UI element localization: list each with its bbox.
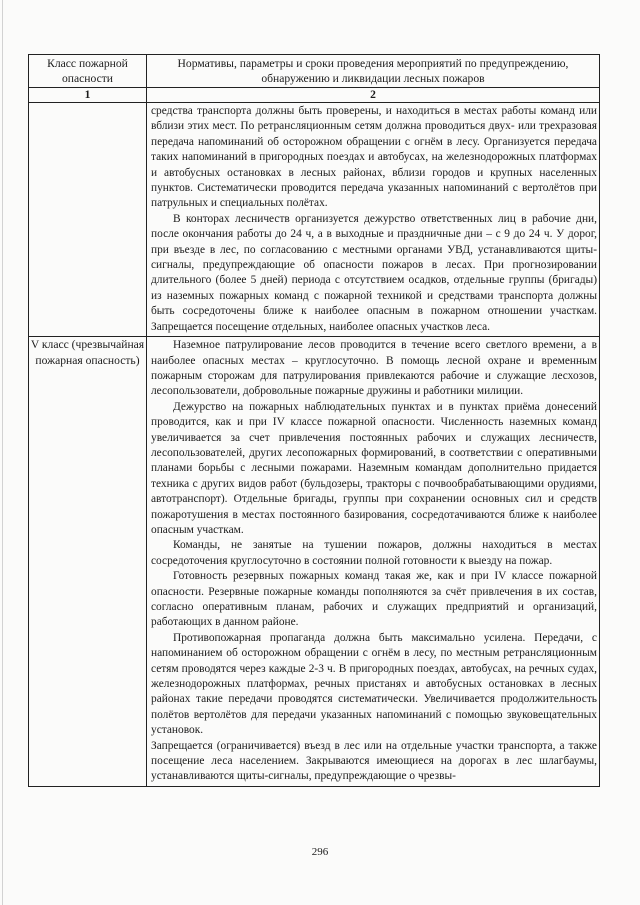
paragraph: Дежурство на пожарных наблюдательных пунктах и в пунктах приёма донесений проводится, как и при IV классе пожарной опасности. Численность наземных команд увеличивается за счет привлечения постоянных рабочих и служащих лесничеств, лесопользователей, других лесопожарных формирований, в соответствии с оперативными планами борьбы с лесными пожарами. Наземным командам дополнительно придается техника с других видов работ (бульдозеры, тракторы с почвообрабатывающими орудиями, автотранспорт). Отдельные бригады, группы при сохранении основных сил и средств пожаротушения в местах постоянного базирования, сосредотачиваются ближе к наиболее опасным участкам. (151, 400, 597, 536)
page-edge-line (2, 0, 3, 905)
column-number-2: 2 (147, 88, 600, 103)
paragraph: Противопожарная пропаганда должна быть максимально усилена. Передачи, с напоминанием об осторожном обращении с огнём в лесу, по местным ретрансляционным сетям проводятся через каждые 2-3 ч. В пригородных поездах, автобусах, на речных судах, железнодорожных платформах, речных пристанях и автобусных остановках в лесных районах такие передачи проводятся систематически. Увеличивается продолжительность полётов вертолётов для передачи указанных напоминаний с помощью звуковещательных установок. (151, 631, 597, 737)
column-number-row (29, 88, 600, 103)
header-measures: Нормативы, параметры и сроки проведения мероприятий по предупреждению, обнаружению и ликвидации лесных пожаров (147, 55, 600, 88)
page-number: 296 (311, 846, 329, 858)
header-class: Класс пожарной опасности (29, 55, 147, 88)
paragraph: Команды, не занятые на тушении пожаров, должны находиться в местах сосредоточения круглосуточно в состоянии полной готовности к выезду на пожар. (151, 539, 597, 567)
paragraph: средства транспорта должны быть проверены, и находиться в местах работы команд или вблизи этих мест. По ретрансляционным сетям должна проводиться двух- или трехразовая передача напоминаний об осторожном обращении с огнём в лесу. Организуется передача таких напоминаний в пригородных поездах и автобусах, на железнодорожных платформах и автобусных остановках в лесных районах, вблизи городов и крупных населенных пунктов. Систематически проводится передача указанных напоминаний с вертолётов при патрульных и специальных полётах. (151, 105, 597, 210)
table-row (29, 103, 600, 337)
paragraph: Готовность резервных пожарных команд такая же, как и при IV классе пожарной опасности. Резервные пожарные команды пополняются за счёт привлечения в их состав, согласно оперативным планам, рабочих и служащих предприятий и организаций, работающих в данном районе. (151, 570, 597, 629)
paragraph: Наземное патрулирование лесов проводится в течение всего светлого времени, а в наиболее опасных местах – круглосуточно. В помощь лесной охране и временным пожарным сторожам для патрулирования привлекаются рабочие и служащие лесхозов, лесопользователи, добровольные пожарные дружины и работники милиции. (151, 339, 597, 398)
measures-cell (147, 337, 600, 787)
paragraph: В конторах лесничеств организуется дежурство ответственных лиц в рабочие дни, после окончания работы до 24 ч, а в выходные и праздничные дни – с 9 до 24 ч. У дорог, при въезде в лес, по согласованию с местными органами УВД, устанавливаются щиты-сигналы, предупреждающие об опасности пожаров в лесах. При прогнозировании длительного (более 5 дней) периода с отсутствием осадков, отдельные группы (бригады) из наземных пожарных команд с пожарной техникой и средствами транспорта должны быть сосредоточены ближе к наиболее опасным в пожарном отношении участкам. Запрещается посещение отдельных, наиболее опасных участков леса. (151, 212, 597, 333)
table-row (29, 337, 600, 787)
measures-cell (147, 103, 600, 337)
class-cell: V класс (чрезвычайная пожарная опасность) (29, 337, 147, 787)
column-number-1: 1 (29, 88, 147, 103)
fire-danger-table (28, 54, 600, 787)
table-header-row (29, 55, 600, 88)
paragraph: Запрещается (ограничивается) въезд в лес или на отдельные участки транспорта, а также посещение леса населением. Закрываются имеющиеся на дорогах в лес шлагбаумы, устанавливаются щиты-сигналы, предупреждающие о чрезвы- (151, 739, 597, 783)
class-cell-empty (29, 103, 147, 337)
